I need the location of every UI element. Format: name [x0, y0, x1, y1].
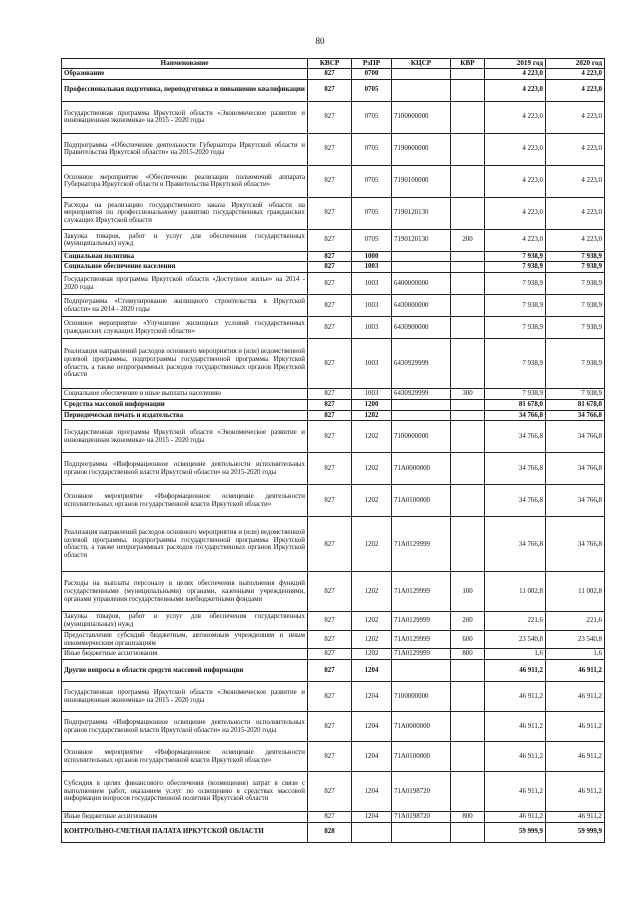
cell-rzpr: 1003	[352, 273, 392, 295]
cell-2020: 7 938,9	[546, 295, 605, 317]
cell-kcsr	[392, 69, 451, 80]
header-row	[62, 59, 605, 69]
header-name: Наименование	[62, 59, 308, 69]
cell-kvsr: 827	[308, 317, 352, 339]
table-row	[62, 772, 605, 812]
cell-kvr	[451, 660, 485, 682]
table-body	[62, 69, 605, 843]
cell-kcsr: 7100000000	[392, 421, 451, 453]
cell-kvr: 200	[451, 229, 485, 251]
table-row	[62, 822, 605, 842]
table-row	[62, 273, 605, 295]
cell-kcsr: 71А0129999	[392, 572, 451, 612]
cell-kcsr: 71А0100000	[392, 742, 451, 772]
table-row	[62, 399, 605, 410]
cell-name: Реализация направлений расходов основного мероприятия и (или) ведомственной целевой программы, подпрограммы государственной программы Иркутской области, а также непрограммных расходов государственных органов Иркутской области	[62, 339, 308, 389]
cell-rzpr: 1202	[352, 453, 392, 485]
cell-2019: 59 999,9	[485, 822, 546, 842]
cell-2020: 34 766,8	[546, 421, 605, 453]
cell-kcsr	[392, 410, 451, 421]
cell-name: Иные бюджетные ассигнования	[62, 649, 308, 660]
header-2019: 2019 год	[485, 59, 546, 69]
cell-2020: 46 911,2	[546, 772, 605, 812]
cell-kvr	[451, 682, 485, 712]
cell-rzpr: 1204	[352, 660, 392, 682]
cell-kvsr: 827	[308, 79, 352, 101]
cell-2019: 34 766,8	[485, 453, 546, 485]
cell-2019: 7 938,9	[485, 389, 546, 400]
cell-rzpr: 1003	[352, 295, 392, 317]
cell-2020: 221,6	[546, 612, 605, 630]
cell-kvr	[451, 251, 485, 262]
cell-2020: 7 938,9	[546, 262, 605, 273]
cell-name: Закупка товаров, работ и услуг для обеспечения государственных (муниципальных) нужд	[62, 612, 308, 630]
cell-2020: 4 223,0	[546, 79, 605, 101]
cell-name: Основное мероприятие «Информационное освещение деятельности исполнительных органов государственной власти Иркутской области»	[62, 742, 308, 772]
cell-kvsr: 827	[308, 410, 352, 421]
cell-kvsr: 827	[308, 273, 352, 295]
cell-2019: 4 223,0	[485, 165, 546, 197]
cell-kvr	[451, 421, 485, 453]
cell-kcsr: 7190120130	[392, 229, 451, 251]
cell-rzpr: 1000	[352, 251, 392, 262]
cell-kvsr: 827	[308, 165, 352, 197]
cell-2019: 4 223,0	[485, 229, 546, 251]
cell-kvsr: 827	[308, 453, 352, 485]
cell-kvsr: 827	[308, 630, 352, 648]
table-row	[62, 229, 605, 251]
cell-rzpr: 1204	[352, 812, 392, 823]
cell-2019: 34 766,8	[485, 421, 546, 453]
cell-kvr: 800	[451, 649, 485, 660]
cell-2019: 7 938,9	[485, 339, 546, 389]
header-2020: 2020 год	[546, 59, 605, 69]
cell-kvr	[451, 262, 485, 273]
cell-kvsr: 827	[308, 389, 352, 400]
cell-kvr: 600	[451, 630, 485, 648]
cell-2019: 46 911,2	[485, 742, 546, 772]
cell-kcsr: 71А0129999	[392, 649, 451, 660]
cell-name: Расходы на реализацию государственного заказа Иркутской области на мероприятия по профессиональному развитию государственных гражданских служащих Иркутской области	[62, 197, 308, 229]
cell-2019: 46 911,2	[485, 682, 546, 712]
cell-2020: 4 223,0	[546, 229, 605, 251]
cell-kvr	[451, 101, 485, 133]
cell-2019: 46 911,2	[485, 712, 546, 742]
cell-kcsr: 71А0198720	[392, 812, 451, 823]
cell-rzpr	[352, 822, 392, 842]
cell-rzpr: 0705	[352, 79, 392, 101]
cell-kcsr: 6430929999	[392, 389, 451, 400]
cell-2019: 46 911,2	[485, 660, 546, 682]
table-row	[62, 421, 605, 453]
table-row	[62, 69, 605, 80]
cell-2020: 4 223,0	[546, 197, 605, 229]
cell-kvr: 300	[451, 389, 485, 400]
cell-kvr	[451, 772, 485, 812]
cell-2020: 46 911,2	[546, 660, 605, 682]
cell-kvr	[451, 399, 485, 410]
table-row	[62, 317, 605, 339]
cell-kcsr	[392, 262, 451, 273]
cell-rzpr: 1200	[352, 399, 392, 410]
cell-2019: 7 938,9	[485, 295, 546, 317]
page-number: 80	[315, 36, 325, 46]
cell-name: Образование	[62, 69, 308, 80]
cell-kcsr: 7100000000	[392, 101, 451, 133]
cell-kvr	[451, 453, 485, 485]
cell-rzpr: 1202	[352, 630, 392, 648]
cell-kvsr: 827	[308, 421, 352, 453]
table-row	[62, 251, 605, 262]
cell-name: Другие вопросы в области средств массовой информации	[62, 660, 308, 682]
header-kcsr: КЦСР	[392, 59, 451, 69]
cell-2019: 1,6	[485, 649, 546, 660]
table-row	[62, 389, 605, 400]
table-row	[62, 79, 605, 101]
cell-kvsr: 827	[308, 612, 352, 630]
cell-rzpr: 1003	[352, 339, 392, 389]
cell-name: Государственная программа Иркутской области «Экономическое развитие и инновационная экономика» на 2015 - 2020 годы	[62, 101, 308, 133]
cell-kvr	[451, 517, 485, 572]
cell-name: Подпрограмма «Обеспечение деятельности Губернатора Иркутской области и Правительства Иркутской области» на 2015-2020 годы	[62, 133, 308, 165]
cell-2020: 81 678,0	[546, 399, 605, 410]
cell-2019: 7 938,9	[485, 262, 546, 273]
table-row	[62, 649, 605, 660]
cell-rzpr: 1204	[352, 772, 392, 812]
cell-name: КОНТРОЛЬНО-СЧЕТНАЯ ПАЛАТА ИРКУТСКОЙ ОБЛАСТИ	[62, 822, 308, 842]
cell-name: Иные бюджетные ассигнования	[62, 812, 308, 823]
cell-kcsr: 71А0129999	[392, 517, 451, 572]
cell-2020: 34 766,8	[546, 410, 605, 421]
cell-name: Государственная программа Иркутской области «Экономическое развитие и инновационная экономика» на 2015 - 2020 годы	[62, 682, 308, 712]
table-row	[62, 630, 605, 648]
cell-rzpr: 1202	[352, 485, 392, 517]
cell-name: Социальное обеспечение и иные выплаты населению	[62, 389, 308, 400]
cell-rzpr: 0705	[352, 229, 392, 251]
cell-kcsr	[392, 79, 451, 101]
cell-2019: 4 223,0	[485, 197, 546, 229]
cell-kvsr: 827	[308, 339, 352, 389]
cell-kvsr: 827	[308, 197, 352, 229]
cell-2020: 46 911,2	[546, 682, 605, 712]
cell-name: Подпрограмма «Информационное освещение деятельности исполнительных органов государственной власти Иркутской области» на 2015-2020 годы	[62, 712, 308, 742]
cell-name: Предоставление субсидий бюджетным, автономным учреждениям и иным некоммерческим организациям	[62, 630, 308, 648]
table-row	[62, 742, 605, 772]
cell-2020: 46 911,2	[546, 742, 605, 772]
cell-kvr	[451, 197, 485, 229]
cell-rzpr: 1202	[352, 649, 392, 660]
cell-kvsr: 828	[308, 822, 352, 842]
cell-kcsr: 7190100000	[392, 165, 451, 197]
cell-kvsr: 827	[308, 812, 352, 823]
cell-kvr	[451, 273, 485, 295]
table-row	[62, 572, 605, 612]
cell-kvr	[451, 485, 485, 517]
cell-2019: 7 938,9	[485, 317, 546, 339]
cell-name: Государственная программа Иркутской области «Экономическое развитие и инновационная экономика» на 2015 - 2020 годы	[62, 421, 308, 453]
cell-name: Закупка товаров, работ и услуг для обеспечения государственных (муниципальных) нужд	[62, 229, 308, 251]
cell-kvr	[451, 295, 485, 317]
table-row	[62, 682, 605, 712]
cell-rzpr: 1202	[352, 517, 392, 572]
cell-2020: 4 223,0	[546, 101, 605, 133]
cell-2020: 34 766,8	[546, 485, 605, 517]
cell-kvr	[451, 822, 485, 842]
cell-kvsr: 827	[308, 572, 352, 612]
cell-kcsr: 7190120130	[392, 197, 451, 229]
header-rzpr: РзПР	[352, 59, 392, 69]
cell-2020: 4 223,0	[546, 165, 605, 197]
cell-kcsr: 71А0000000	[392, 712, 451, 742]
cell-kvr	[451, 317, 485, 339]
cell-2020: 7 938,9	[546, 317, 605, 339]
cell-rzpr: 0705	[352, 197, 392, 229]
cell-name: Основное мероприятие «Улучшение жилищных условий государственных гражданских служащих Иркутской области»	[62, 317, 308, 339]
table-row	[62, 660, 605, 682]
cell-kcsr	[392, 660, 451, 682]
cell-name: Субсидия в целях финансового обеспечения (возмещения) затрат в связи с выполнением работ, оказанием услуг по освещению в средствах массовой информации вопросов государственной политики Иркутской области	[62, 772, 308, 812]
cell-kvsr: 827	[308, 295, 352, 317]
cell-kcsr: 6430929999	[392, 339, 451, 389]
table-row	[62, 197, 605, 229]
cell-kvr	[451, 742, 485, 772]
cell-2019: 34 766,8	[485, 410, 546, 421]
cell-2019: 46 911,2	[485, 812, 546, 823]
cell-kvr: 100	[451, 572, 485, 612]
cell-name: Социальная политика	[62, 251, 308, 262]
table-row	[62, 165, 605, 197]
table-row	[62, 812, 605, 823]
cell-rzpr: 1204	[352, 682, 392, 712]
cell-rzpr: 1204	[352, 742, 392, 772]
cell-kvr	[451, 69, 485, 80]
cell-kvsr: 827	[308, 251, 352, 262]
cell-2019: 4 223,0	[485, 69, 546, 80]
cell-rzpr: 0705	[352, 165, 392, 197]
cell-rzpr: 0705	[352, 133, 392, 165]
cell-2020: 1,6	[546, 649, 605, 660]
cell-rzpr: 1202	[352, 421, 392, 453]
cell-rzpr: 1202	[352, 572, 392, 612]
cell-kvsr: 827	[308, 517, 352, 572]
table-row	[62, 101, 605, 133]
cell-2020: 46 911,2	[546, 812, 605, 823]
cell-2019: 7 938,9	[485, 273, 546, 295]
cell-kvsr: 827	[308, 133, 352, 165]
header-kvr: КВР	[451, 59, 485, 69]
cell-kcsr: 6430000000	[392, 295, 451, 317]
cell-2019: 221,6	[485, 612, 546, 630]
cell-kvsr: 827	[308, 229, 352, 251]
cell-kcsr: 7100000000	[392, 682, 451, 712]
cell-2020: 4 223,0	[546, 133, 605, 165]
cell-2019: 46 911,2	[485, 772, 546, 812]
cell-2020: 7 938,9	[546, 273, 605, 295]
table-row	[62, 712, 605, 742]
budget-table	[61, 58, 605, 843]
cell-kcsr: 71А0129999	[392, 630, 451, 648]
cell-kcsr: 71А0198720	[392, 772, 451, 812]
cell-kcsr: 71А0000000	[392, 453, 451, 485]
cell-kvr	[451, 133, 485, 165]
cell-kvsr: 827	[308, 712, 352, 742]
cell-rzpr: 1202	[352, 410, 392, 421]
table-row	[62, 133, 605, 165]
cell-name: Расходы на выплаты персоналу в целях обеспечения выполнения функций государственными (муниципальными) органами, казенными учреждениями, органами управления государственными внебюджетными фондами	[62, 572, 308, 612]
cell-kvr: 200	[451, 612, 485, 630]
cell-name: Основное мероприятие «Информационное освещение деятельности исполнительных органов государственной власти Иркутской области»	[62, 485, 308, 517]
table-row	[62, 612, 605, 630]
cell-2020: 34 766,8	[546, 453, 605, 485]
cell-kvsr: 827	[308, 262, 352, 273]
cell-kcsr: 6400000000	[392, 273, 451, 295]
cell-2020: 7 938,9	[546, 339, 605, 389]
cell-rzpr: 1003	[352, 389, 392, 400]
cell-2020: 59 999,9	[546, 822, 605, 842]
cell-kcsr: 6430900000	[392, 317, 451, 339]
cell-2020: 7 938,9	[546, 251, 605, 262]
cell-2020: 46 911,2	[546, 712, 605, 742]
cell-2019: 4 223,0	[485, 79, 546, 101]
cell-rzpr: 0705	[352, 101, 392, 133]
cell-kcsr: 7190000000	[392, 133, 451, 165]
cell-2020: 23 540,8	[546, 630, 605, 648]
cell-rzpr: 1003	[352, 262, 392, 273]
table-row	[62, 339, 605, 389]
cell-2019: 34 766,8	[485, 517, 546, 572]
cell-kvsr: 827	[308, 682, 352, 712]
cell-2020: 34 766,8	[546, 517, 605, 572]
cell-kcsr	[392, 251, 451, 262]
cell-rzpr: 1003	[352, 317, 392, 339]
cell-kvsr: 827	[308, 649, 352, 660]
cell-kvsr: 827	[308, 399, 352, 410]
cell-2020: 7 938,9	[546, 389, 605, 400]
cell-2019: 7 938,9	[485, 251, 546, 262]
cell-name: Государственная программа Иркутской области «Доступное жилье» на 2014 - 2020 годы	[62, 273, 308, 295]
cell-2019: 11 002,8	[485, 572, 546, 612]
cell-2020: 11 002,8	[546, 572, 605, 612]
table-row	[62, 410, 605, 421]
cell-name: Подпрограмма «Информационное освещение деятельности исполнительных органов государственной власти Иркутской области» на 2015-2020 годы	[62, 453, 308, 485]
cell-2020: 4 223,0	[546, 69, 605, 80]
cell-rzpr: 0700	[352, 69, 392, 80]
cell-kcsr	[392, 822, 451, 842]
cell-kcsr: 71А0100000	[392, 485, 451, 517]
cell-2019: 34 766,8	[485, 485, 546, 517]
cell-kcsr: 71А0129999	[392, 612, 451, 630]
cell-2019: 4 223,0	[485, 133, 546, 165]
cell-name: Социальное обеспечение населения	[62, 262, 308, 273]
cell-2019: 81 678,0	[485, 399, 546, 410]
cell-kvr	[451, 79, 485, 101]
cell-rzpr: 1204	[352, 712, 392, 742]
cell-name: Основное мероприятие «Обеспечение реализации полномочий аппарата Губернатора Иркутской области и Правительства Иркутской области»	[62, 165, 308, 197]
cell-kvr	[451, 165, 485, 197]
cell-kvr	[451, 410, 485, 421]
cell-kvr: 800	[451, 812, 485, 823]
cell-rzpr: 1202	[352, 612, 392, 630]
table-row	[62, 295, 605, 317]
cell-2019: 23 540,8	[485, 630, 546, 648]
cell-kcsr	[392, 399, 451, 410]
cell-kvr	[451, 712, 485, 742]
header-kvsr: КВСР	[308, 59, 352, 69]
cell-kvsr: 827	[308, 485, 352, 517]
table-row	[62, 453, 605, 485]
cell-name: Реализация направлений расходов основного мероприятия и (или) ведомственной целевой программы, подпрограммы государственной программы Иркутской области, а также непрограммных расходов государственных органов Иркутской области	[62, 517, 308, 572]
table-row	[62, 262, 605, 273]
cell-kvsr: 827	[308, 660, 352, 682]
cell-name: Подпрограмма «Стимулирование жилищного строительства в Иркутской области» на 2014 - 2020 годы	[62, 295, 308, 317]
cell-name: Периодическая печать и издательства	[62, 410, 308, 421]
table-row	[62, 485, 605, 517]
cell-name: Средства массовой информации	[62, 399, 308, 410]
cell-kvsr: 827	[308, 772, 352, 812]
cell-2019: 4 223,0	[485, 101, 546, 133]
cell-name: Профессиональная подготовка, переподготовка и повышение квалификации	[62, 79, 308, 101]
table-row	[62, 517, 605, 572]
cell-kvsr: 827	[308, 101, 352, 133]
cell-kvsr: 827	[308, 742, 352, 772]
cell-kvr	[451, 339, 485, 389]
cell-kvsr: 827	[308, 69, 352, 80]
